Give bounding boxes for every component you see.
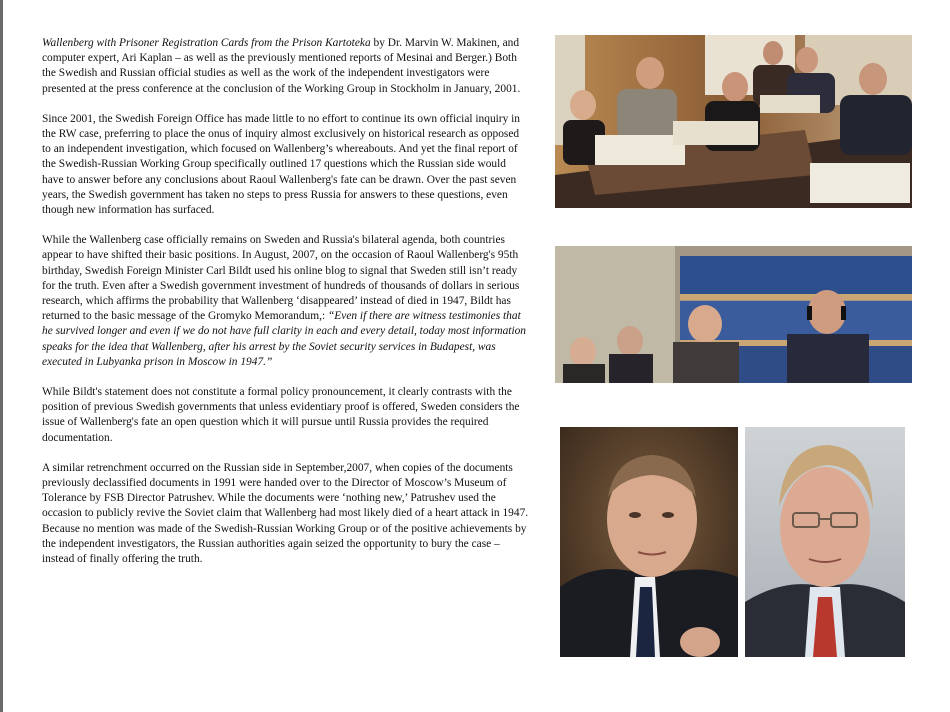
paragraph-4 [42,385,530,446]
page-left-edge [0,0,3,712]
paragraph-2 [42,112,530,218]
paragraph-2-body: Since 2001, the Swedish Foreign Office has made little to no effort to continue its own official inquiry in the RW case, preferring to place the onus of inquiry almost exclusively on historical research as opposed to an independent investigation, which focused on Wallenberg’s whereabouts. And yet the final report of the Swedish-Russian Working Group specifically outlined 17 questions which the Russian side would have to answer before any conclusions about Raoul Wallenberg's fate can be drawn. Over the past seven years, the Swedish government has taken no steps to press Russia for answers to these questions, even though new information has surfaced. [42,112,521,217]
paragraph-1-italic-lead: Wallenberg with Prisoner Registration Cards from the Prison Kartoteka [42,37,371,49]
paragraph-1 [42,36,530,97]
working-group-table-photo [555,35,912,208]
paragraph-3 [42,233,530,370]
paragraph-3-body: While the Wallenberg case officially remains on Sweden and Russia's bilateral agenda, both countries appear to have shifted their basic positions. In August, 2007, on the occasion of Raoul Wallenberg's 95th birthday, Swedish Foreign Minister Carl Bildt used his online blog to signal that Sweden still isn’t ready for the truth. Even after a Swedish government investment of hundreds of thousands of dollars in serious research, which affirms the probability that Wallenberg ‘disappeared’ instead of died in 1947, Bildt has returned to the basic message of the Gromyko Memorandum,: [42,234,520,323]
portrait-photo-left [560,427,738,657]
article-text-column [42,36,530,582]
paragraph-1-body: by Dr. Marvin W. Makinen, and computer expert, Ari Kaplan – as well as the previously mentioned reports of Mesinai and Berger.) Both the Swedish and Russian official studies as well as the work of the independent investigators were presented at the press conference at the conclusion of the Working Group in Stockholm in January, 2001. [42,37,521,95]
paragraph-5 [42,461,530,567]
paragraph-4-body: While Bildt's statement does not constitute a formal policy pronouncement, it clearly contrasts with the position of previous Swedish governments that unless evidentiary proof is offered, Sweden considers the issue of Wallenberg's fate an open question which it will pursue until Russia provides the required documentation. [42,386,520,444]
portrait-photo-right [745,427,905,657]
press-conference-panel-photo [555,246,912,383]
paragraph-5-body: A similar retrenchment occurred on the Russian side in September,2007, when copies of the documents previously declassified documents in 1991 were handed over to the Director of Moscow’s Museum of Tolerance by FSB Director Patrushev. While the documents were ‘nothing new,’ Patrushev used the occasion to publicly revive the Soviet claim that Wallenberg had most likely died of a heart attack in 1947. Because no mention was made of the Swedish-Russian Working Group or of the positive achievements by the independent investigators, the Russian authorities again seized the opportunity to bury the case – instead of finally offering the truth. [42,461,529,566]
bildt-quote: “Even if there are witness testimonies that he survived longer and even if we do not have full clarity in each and every detail, today most information speaks for the idea that Wallenberg, after his arrest by the Soviet security services in Budapest, was executed in Lubyanka prison in Moscow in 1947.” [42,310,526,368]
